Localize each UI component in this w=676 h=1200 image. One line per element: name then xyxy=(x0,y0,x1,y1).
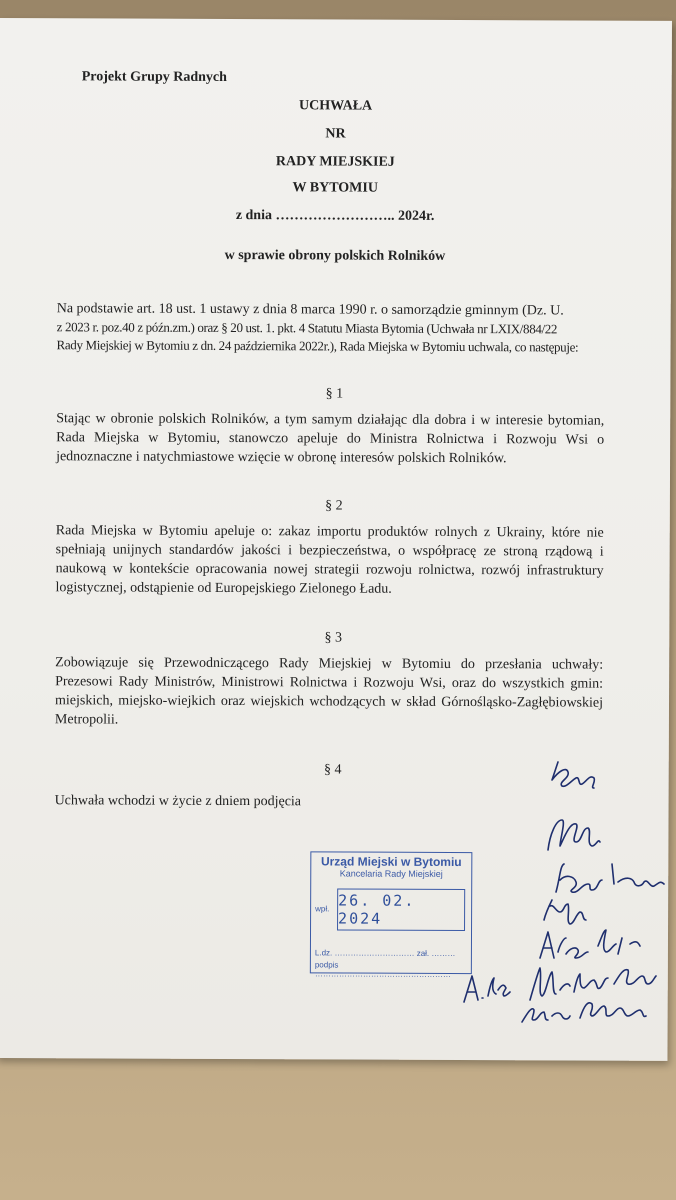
council-name: RADY MIEJSKIEJ xyxy=(275,154,395,170)
received-stamp xyxy=(310,851,473,979)
section-mark: § 3 xyxy=(324,630,343,646)
subject-line: w sprawie obrony polskich Rolników xyxy=(224,247,446,264)
section-text: Stając w obronie polskich Rolników, a tym samym działając dla dobra i w interesie bytomian, Rada Miejska w Bytomiu, stanowczo apeluje do Ministra Rolnictwa i Rozwoju Wsi o jednoznaczne i natychmiastowe wzięcie w obronę interesów polskich Rolników. xyxy=(56,411,605,466)
section-mark: § 4 xyxy=(323,762,342,778)
stamp-date: 26. 02. 2024 xyxy=(337,888,465,931)
city-name: W BYTOMIU xyxy=(292,180,379,196)
section-text: Rada Miejska w Bytomiu apeluje o: zakaz importu produktów rolnych z Ukrainy, które nie spełniają unijnych standardów jakości i bezpieczeństwa, o współpracę ze stroną rządową i naukową w kontekście opracowania nowej strategii rozwoju rolnictwa, rozwój infrastruktury logistycznej, odstąpienie od Europejskiego Zielonego Ładu. xyxy=(55,523,604,597)
project-label: Projekt Grupy Radnych xyxy=(81,69,227,85)
section-mark: § 1 xyxy=(325,386,344,402)
document-title: UCHWAŁA xyxy=(299,98,373,114)
document-number: NR xyxy=(325,126,346,142)
stamp-department: Kancelaria Rady Miejskiej xyxy=(339,868,443,879)
preamble-line: Rady Miejskiej w Bytomiu z dn. 24 października 2022r.), Rada Miejska w Bytomiu uchwala, co następuje: xyxy=(56,337,579,355)
preamble-line: z 2023 r. poz.40 z późn.zm.) oraz § 20 ust. 1. pkt. 4 Statutu Miasta Bytomia (Uchwała nr LXIX/884/22 xyxy=(56,319,558,337)
document-page xyxy=(0,18,672,1061)
section-text: Zobowiązuje się Przewodniczącego Rady Miejskiej w Bytomiu do przesłania uchwały: Prezesowi Rady Ministrów, Ministrowi Rolnictwa i Rozwoju Wsi, oraz do wszystkich gmin: miejskich, miejsko-wiejkich oraz wiejskich wchodzących w skład Górnośląsko-Zagłębiowskiej Metropolii. xyxy=(54,655,604,728)
stamp-ldz: L.dz. ………………………… zał. ……… xyxy=(314,948,456,958)
stamp-signature-line: podpis …………………………………………… xyxy=(314,960,451,979)
preamble-line: Na podstawie art. 18 ust. 1 ustawy z dnia 8 marca 1990 r. o samorządzie gminnym (Dz. U. xyxy=(56,301,564,319)
date-line: z dnia …………………….. 2024r. xyxy=(235,208,435,224)
stamp-received-label: wpł. xyxy=(315,904,330,914)
section-mark: § 2 xyxy=(325,498,343,514)
section-text: Uchwała wchodzi w życie z dniem podjęcia xyxy=(54,793,302,810)
stamp-office: Urząd Miejski w Bytomiu xyxy=(320,854,462,870)
